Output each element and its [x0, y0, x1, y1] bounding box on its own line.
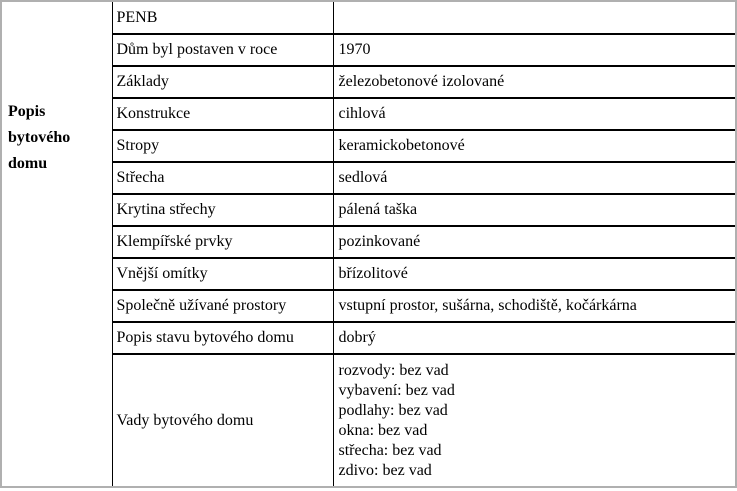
value-line: vybavení: bez vad: [338, 381, 455, 399]
table-row: [2, 354, 735, 486]
row-label: Vnější omítky: [112, 258, 333, 290]
row-label: Dům byl postaven v roce: [112, 34, 333, 66]
row-value: vstupní prostor, sušárna, schodiště, kočárkárna: [333, 290, 735, 322]
row-value: pálená taška: [333, 194, 735, 226]
table-body: [2, 2, 735, 486]
table-row: [2, 226, 735, 258]
table-row: [2, 162, 735, 194]
section-header-cell: Popis bytového domu: [8, 103, 71, 172]
row-value: pozinkované: [333, 226, 735, 258]
row-value: 1970: [333, 34, 735, 66]
table-row: [2, 258, 735, 290]
row-label: Klempířské prvky: [112, 226, 333, 258]
row-label: PENB: [112, 2, 333, 34]
value-line: zdivo: bez vad: [338, 461, 432, 479]
value-line: okna: bez vad: [338, 421, 428, 439]
row-value: železobetonové izolované: [333, 66, 735, 98]
table-row: [2, 34, 735, 66]
row-value: dobrý: [333, 322, 735, 354]
row-value: sedlová: [333, 162, 735, 194]
row-label: Základy: [112, 66, 333, 98]
table-row: [2, 2, 735, 34]
row-value: břízolitové: [333, 258, 735, 290]
building-description-grid: [2, 2, 735, 486]
table-row: [2, 290, 735, 322]
row-label: Stropy: [112, 130, 333, 162]
value-line: rozvody: bez vad: [338, 361, 449, 379]
row-value: [333, 354, 735, 486]
table-row: [2, 66, 735, 98]
row-label: Krytina střechy: [112, 194, 333, 226]
row-label: Střecha: [112, 162, 333, 194]
row-label: Společně užívané prostory: [112, 290, 333, 322]
row-value: keramickobetonové: [333, 130, 735, 162]
row-label: Popis stavu bytového domu: [112, 322, 333, 354]
value-line: podlahy: bez vad: [338, 401, 448, 419]
table-row: [2, 322, 735, 354]
row-value: cihlová: [333, 98, 735, 130]
row-label: Vady bytového domu: [112, 354, 333, 486]
row-label: Konstrukce: [112, 98, 333, 130]
table-row: [2, 130, 735, 162]
table-row: [2, 98, 735, 130]
value-line: střecha: bez vad: [338, 441, 442, 459]
table-row: [2, 194, 735, 226]
row-value: [333, 2, 735, 34]
